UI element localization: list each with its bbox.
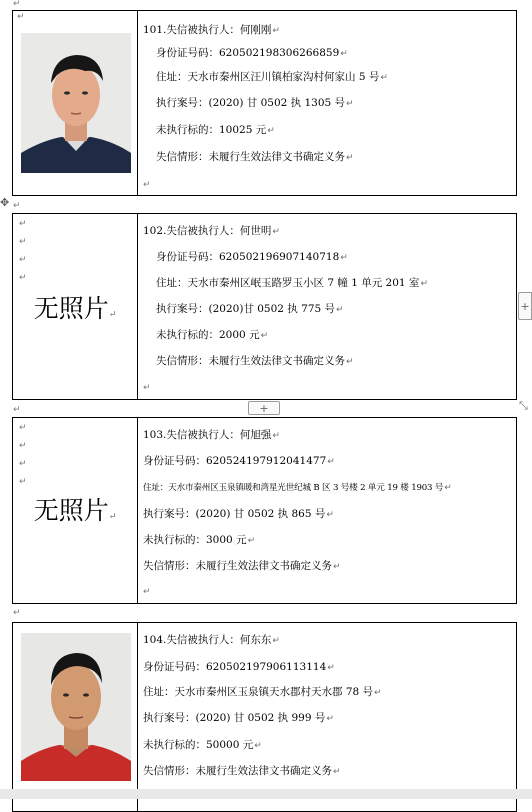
no-photo-label: 无照片↵ bbox=[33, 496, 117, 525]
case-number: 执行案号：(2020) 甘 0502 执 999 号↵ bbox=[143, 712, 334, 724]
info-cell bbox=[138, 418, 516, 603]
info-cell bbox=[138, 11, 516, 195]
paragraph-mark: ↵ bbox=[143, 587, 151, 597]
debtor-title: 103.失信被执行人：何旭强↵ bbox=[143, 429, 280, 441]
id-number: 身份证号码：620502196907140718↵ bbox=[156, 251, 348, 263]
id-number: 身份证号码：620524197912041477↵ bbox=[143, 455, 335, 467]
address: 住址：天水市秦州区玉泉镇天水郡村天水郡 78 号↵ bbox=[143, 686, 382, 698]
unpaid-amount: 未执行标的：50000 元↵ bbox=[143, 739, 262, 751]
case-number: 执行案号：(2020) 甘 0502 执 1305 号↵ bbox=[156, 97, 354, 109]
table-resize-icon[interactable]: ⤡ bbox=[519, 399, 528, 412]
address: 住址：天水市秦州区汪川镇柏家沟村何家山 5 号↵ bbox=[156, 71, 388, 83]
unpaid-amount: 未执行标的：3000 元↵ bbox=[143, 534, 256, 546]
default-reason: 失信情形：未履行生效法律文书确定义务↵ bbox=[156, 151, 354, 163]
paragraph-mark: ↵ bbox=[19, 441, 27, 451]
default-reason: 失信情形：未履行生效法律文书确定义务↵ bbox=[143, 765, 341, 777]
unpaid-amount: 未执行标的：10025 元↵ bbox=[156, 124, 275, 136]
address: 住址：天水市秦州区玉泉镇暖和湾星光世纪城 B 区 3 号楼 2 单元 19 楼 1903 号↵ bbox=[143, 483, 452, 493]
paragraph-mark: ↵ bbox=[19, 459, 27, 469]
paragraph-mark: ↵ bbox=[19, 273, 27, 283]
debtor-card bbox=[12, 213, 517, 400]
paragraph-mark: ↵ bbox=[143, 383, 151, 393]
paragraph-mark: ↵ bbox=[19, 237, 27, 247]
debtor-photo bbox=[21, 33, 131, 173]
table-move-handle-icon[interactable]: ✥ bbox=[0, 196, 10, 209]
debtor-card bbox=[12, 10, 517, 196]
paragraph-mark: ↵ bbox=[19, 423, 27, 433]
paragraph-mark: ↵ bbox=[143, 180, 151, 190]
photo-cell bbox=[13, 623, 138, 811]
paragraph-mark: ↵ bbox=[19, 255, 27, 265]
photo-cell bbox=[13, 418, 138, 603]
insert-column-button[interactable]: + bbox=[518, 292, 532, 320]
id-number: 身份证号码：620502198306266859↵ bbox=[156, 47, 348, 59]
no-photo-label: 无照片↵ bbox=[33, 294, 117, 323]
debtor-title: 104.失信被执行人：何东东↵ bbox=[143, 634, 280, 646]
debtor-card bbox=[12, 622, 517, 812]
unpaid-amount: 未执行标的：2000 元↵ bbox=[156, 329, 269, 341]
debtor-title: 102.失信被执行人：何世明↵ bbox=[143, 225, 280, 237]
address: 住址：天水市秦州区岷玉路罗玉小区 7 幢 1 单元 201 室↵ bbox=[156, 277, 428, 289]
default-reason: 失信情形：未履行生效法律文书确定义务↵ bbox=[143, 560, 341, 572]
case-number: 执行案号：(2020) 甘 0502 执 865 号↵ bbox=[143, 508, 334, 520]
paragraph-mark: ↵ bbox=[17, 12, 25, 22]
paragraph-mark: ↵ bbox=[19, 219, 27, 229]
info-cell bbox=[138, 623, 516, 811]
insert-row-button[interactable]: + bbox=[248, 401, 280, 415]
case-number: 执行案号：(2020)甘 0502 执 775 号↵ bbox=[156, 303, 344, 315]
photo-cell bbox=[13, 11, 138, 195]
horizontal-scrollbar[interactable] bbox=[0, 789, 532, 799]
debtor-card bbox=[12, 417, 517, 604]
paragraph-mark: ↵ bbox=[13, 405, 21, 415]
debtor-photo bbox=[21, 633, 131, 781]
debtor-title: 101.失信被执行人：何刚刚↵ bbox=[143, 24, 280, 36]
paragraph-mark: ↵ bbox=[19, 477, 27, 487]
info-cell bbox=[138, 214, 516, 399]
paragraph-mark: ↵ bbox=[13, 0, 21, 9]
photo-cell bbox=[13, 214, 138, 399]
paragraph-mark: ↵ bbox=[13, 608, 21, 618]
default-reason: 失信情形：未履行生效法律文书确定义务↵ bbox=[156, 355, 354, 367]
id-number: 身份证号码：620502197906113114↵ bbox=[143, 661, 335, 673]
paragraph-mark: ↵ bbox=[13, 201, 21, 211]
